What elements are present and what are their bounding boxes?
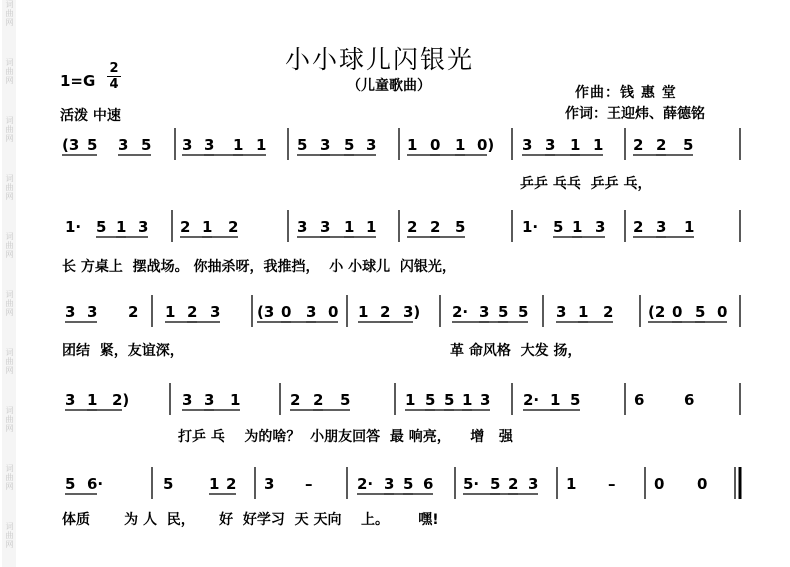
note: 3 bbox=[65, 391, 76, 409]
note: 5 bbox=[344, 136, 355, 154]
note: 5 bbox=[553, 218, 564, 236]
note: 0 bbox=[717, 303, 728, 321]
note: 3 bbox=[65, 303, 76, 321]
note: 2 bbox=[380, 303, 391, 321]
note: 5 bbox=[340, 391, 351, 409]
watermark-text: 词曲网 bbox=[5, 174, 14, 201]
note: 1 bbox=[405, 391, 416, 409]
note: 3 bbox=[182, 136, 193, 154]
note: 2 bbox=[407, 218, 418, 236]
note: 0 bbox=[672, 303, 683, 321]
note: 6 bbox=[634, 391, 645, 409]
note: 3 bbox=[297, 218, 308, 236]
lyric-line: 长 方桌上 摆战场。 你抽杀呀，我推挡， 小 小球儿 闪银光， bbox=[62, 259, 456, 275]
note: 2 bbox=[430, 218, 441, 236]
watermark-text: 词曲网 bbox=[5, 290, 14, 317]
watermark-text: 词曲网 bbox=[5, 348, 14, 375]
note: 0 bbox=[697, 475, 708, 493]
note: 5 bbox=[498, 303, 509, 321]
note: 3 bbox=[479, 303, 490, 321]
note: 5 bbox=[297, 136, 308, 154]
note: 1 bbox=[462, 391, 473, 409]
song-title: 小小球儿闪银光 bbox=[285, 45, 475, 74]
note: 3 bbox=[384, 475, 395, 493]
lyric-line: 体质 为 人 民， 好 好学习 天 天向 上。 嘿! bbox=[62, 512, 439, 528]
lyric-line: 革 命风格 大发 扬， bbox=[450, 343, 582, 359]
note: 1 bbox=[578, 303, 589, 321]
note: 1 bbox=[256, 136, 267, 154]
watermark-text: 词曲网 bbox=[5, 116, 14, 143]
note: 0 bbox=[430, 136, 441, 154]
note: 0 bbox=[281, 303, 292, 321]
note: 5 bbox=[455, 218, 466, 236]
note: 2· bbox=[452, 303, 469, 321]
note: 2 bbox=[656, 136, 667, 154]
note: 5 bbox=[570, 391, 581, 409]
note: 1 bbox=[230, 391, 241, 409]
note: 2 bbox=[633, 218, 644, 236]
note: 3 bbox=[182, 391, 193, 409]
note: 0 bbox=[654, 475, 665, 493]
note: 2 bbox=[290, 391, 301, 409]
watermark-text: 词曲网 bbox=[5, 522, 14, 549]
note: 2 bbox=[603, 303, 614, 321]
note: 1 bbox=[233, 136, 244, 154]
note: 3 bbox=[204, 136, 215, 154]
note: 3 bbox=[87, 303, 98, 321]
lyric-line: 团结 紧，友谊深， bbox=[62, 343, 184, 359]
note: 2) bbox=[112, 391, 130, 409]
note: 5 bbox=[163, 475, 174, 493]
note: 3 bbox=[306, 303, 317, 321]
lyric-line: 打乒 乓 为的啥？ 小朋友回答 最 响亮， 增 强 bbox=[178, 429, 513, 445]
note: 3 bbox=[522, 136, 533, 154]
watermark-text: 词曲网 bbox=[5, 406, 14, 433]
note: 2· bbox=[523, 391, 540, 409]
note: (2 bbox=[648, 303, 666, 321]
lyricist-credit: 作词：王迎炜、薛德铭 bbox=[565, 106, 705, 122]
note: 6 bbox=[423, 475, 434, 493]
note: 3 bbox=[480, 391, 491, 409]
note: 5 bbox=[403, 475, 414, 493]
note: 2 bbox=[128, 303, 139, 321]
note: 5 bbox=[141, 136, 152, 154]
note: 3 bbox=[656, 218, 667, 236]
note: 1 bbox=[570, 136, 581, 154]
note: 6· bbox=[87, 475, 104, 493]
note: 2 bbox=[180, 218, 191, 236]
note: 5 bbox=[65, 475, 76, 493]
note: 2 bbox=[228, 218, 239, 236]
tempo-marking: 活泼 中速 bbox=[60, 108, 121, 124]
note: – bbox=[305, 475, 313, 493]
composer-credit: 作曲：钱 惠 堂 bbox=[575, 85, 677, 101]
note: 2 bbox=[633, 136, 644, 154]
note: 3 bbox=[528, 475, 539, 493]
note: 1 bbox=[407, 136, 418, 154]
note: 2 bbox=[313, 391, 324, 409]
note: 1 bbox=[593, 136, 604, 154]
note: 1 bbox=[165, 303, 176, 321]
note: 5 bbox=[518, 303, 529, 321]
note: 5· bbox=[463, 475, 480, 493]
note: 3 bbox=[320, 136, 331, 154]
note: 2 bbox=[508, 475, 519, 493]
note: 3 bbox=[320, 218, 331, 236]
note: 1 bbox=[209, 475, 220, 493]
watermark-text: 词曲网 bbox=[5, 0, 14, 27]
note: 1 bbox=[87, 391, 98, 409]
note: 1 bbox=[455, 136, 466, 154]
note: 5 bbox=[490, 475, 501, 493]
note: 2 bbox=[187, 303, 198, 321]
note: 1 bbox=[684, 218, 695, 236]
note: 2 bbox=[226, 475, 237, 493]
note: (3 bbox=[257, 303, 275, 321]
watermark-text: 词曲网 bbox=[5, 232, 14, 259]
note: 1 bbox=[202, 218, 213, 236]
lyric-line: 乒乒 乓乓 乒乒 乓， bbox=[520, 176, 652, 192]
note: 3 bbox=[595, 218, 606, 236]
note: 5 bbox=[683, 136, 694, 154]
note: 3 bbox=[366, 136, 377, 154]
note: 5 bbox=[96, 218, 107, 236]
note: 0) bbox=[477, 136, 495, 154]
note: 1 bbox=[550, 391, 561, 409]
note: 3 bbox=[556, 303, 567, 321]
note: 3 bbox=[138, 218, 149, 236]
note: 1 bbox=[366, 218, 377, 236]
time-signature-top: 2 bbox=[109, 61, 119, 76]
note: 0 bbox=[328, 303, 339, 321]
note: 1 bbox=[358, 303, 369, 321]
note: 3 bbox=[264, 475, 275, 493]
watermark-text: 词曲网 bbox=[5, 464, 14, 491]
note: – bbox=[608, 475, 616, 493]
note: 6 bbox=[684, 391, 695, 409]
song-subtitle: （儿童歌曲） bbox=[347, 78, 431, 94]
note: 3 bbox=[545, 136, 556, 154]
note: 3 bbox=[118, 136, 129, 154]
note: 5 bbox=[695, 303, 706, 321]
note: 1 bbox=[572, 218, 583, 236]
note: (3 bbox=[62, 136, 80, 154]
note: 1 bbox=[566, 475, 577, 493]
watermark-text: 词曲网 bbox=[5, 58, 14, 85]
key-signature: 1=G bbox=[60, 72, 96, 90]
note: 3 bbox=[210, 303, 221, 321]
note: 5 bbox=[444, 391, 455, 409]
note: 1 bbox=[116, 218, 127, 236]
note: 1· bbox=[65, 218, 82, 236]
time-signature-bottom: 4 bbox=[109, 77, 119, 92]
note: 3) bbox=[403, 303, 421, 321]
note: 5 bbox=[425, 391, 436, 409]
note: 3 bbox=[204, 391, 215, 409]
note: 1· bbox=[522, 218, 539, 236]
note: 1 bbox=[344, 218, 355, 236]
note: 5 bbox=[87, 136, 98, 154]
note: 2· bbox=[357, 475, 374, 493]
